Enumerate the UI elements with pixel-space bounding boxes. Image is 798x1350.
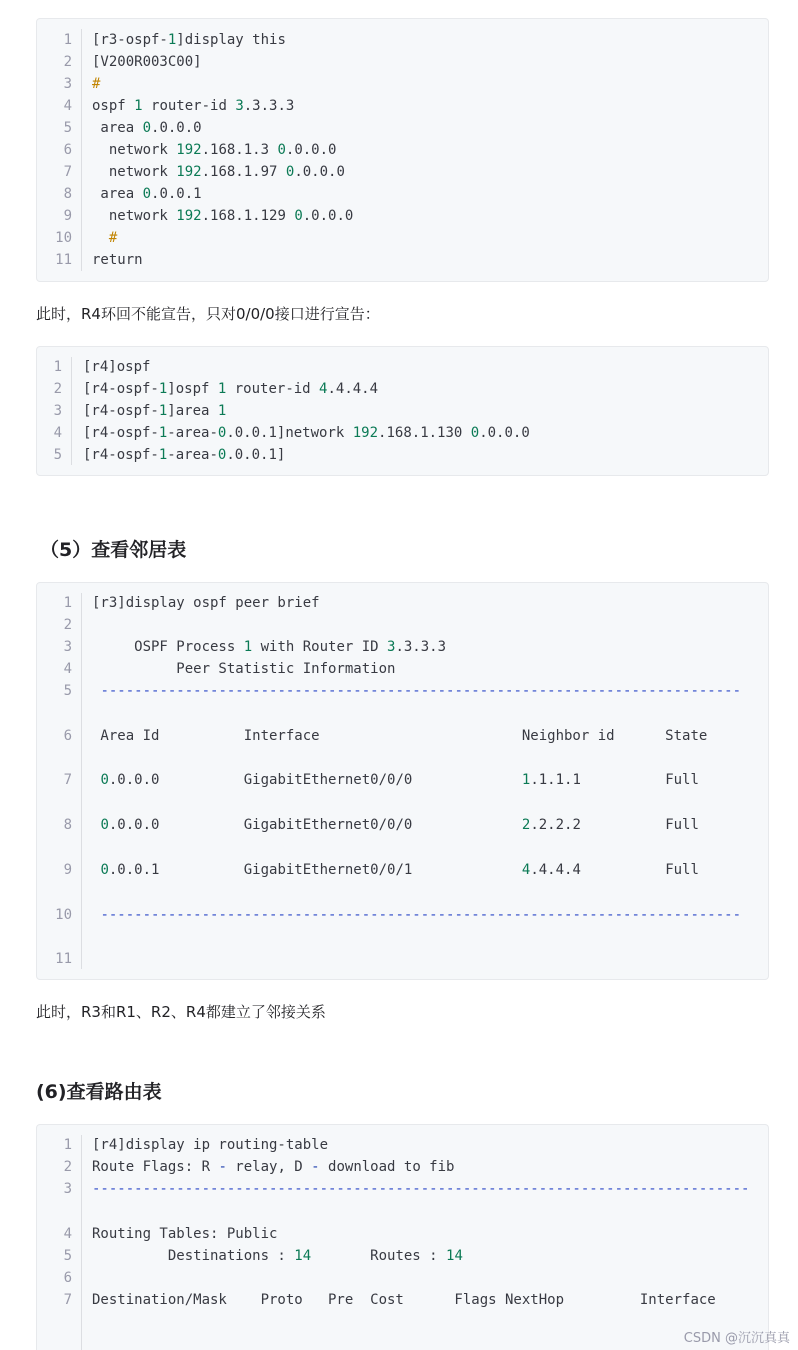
line-number: 7: [63, 772, 72, 788]
line-number: 2: [53, 381, 62, 397]
code-text: 0.0.0.0 GigabitEthernet0/0/0 2.2.2.2 Full: [100, 817, 699, 833]
line-number: 8: [63, 817, 72, 833]
code-text: Peer Statistic Information: [92, 661, 396, 677]
code-line: [37, 1267, 768, 1289]
code-line: [37, 117, 768, 139]
code-line: [37, 680, 768, 725]
code-line: [37, 1156, 768, 1178]
code-line: [37, 139, 768, 161]
code-text: [r3]display ospf peer brief: [92, 595, 320, 611]
code-line: [37, 769, 768, 814]
code-text: OSPF Process 1 with Router ID 3.3.3.3: [92, 639, 447, 655]
code-text: 0.0.0.0 GigabitEthernet0/0/0 1.1.1.1 Full: [100, 772, 699, 788]
code-block-r4-ospf: [36, 346, 769, 476]
code-line: [37, 636, 768, 658]
code-line: [37, 614, 768, 636]
line-number: 5: [53, 447, 62, 463]
line-number: 3: [53, 403, 62, 419]
line-number: 6: [63, 142, 72, 158]
line-number: 7: [63, 1292, 72, 1308]
paragraph-adjacency: 此时，R3和R1、R2、R4都建立了邻接关系: [36, 1003, 326, 1021]
line-number: 2: [63, 54, 72, 70]
code-text: [r4-ospf-1-area-0.0.0.1]: [83, 447, 286, 463]
line-number: 3: [63, 639, 72, 655]
code-line: [37, 249, 768, 271]
code-text: Routing Tables: Public: [92, 1226, 278, 1242]
code-line: [37, 1289, 768, 1311]
line-number: 6: [63, 1270, 72, 1286]
code-line: [37, 400, 768, 422]
line-number: 4: [63, 1226, 72, 1242]
code-text: [V200R003C00]: [92, 54, 202, 70]
line-number: 11: [55, 951, 72, 967]
code-text: Area Id Interface Neighbor id State: [92, 728, 708, 744]
code-line: [37, 73, 768, 95]
heading-peer-table: （5）查看邻居表: [40, 539, 187, 561]
heading-routing-table: (6)查看路由表: [36, 1081, 162, 1103]
line-number: 4: [63, 661, 72, 677]
code-text: [r4]display ip routing-table: [92, 1137, 329, 1153]
code-line: [37, 444, 768, 466]
code-text: Destination/Mask Proto Pre Cost Flags NextHop Interface: [92, 1292, 716, 1308]
code-line: [37, 378, 768, 400]
line-number: 5: [63, 683, 72, 699]
code-line: [37, 948, 768, 970]
line-number: 7: [63, 164, 72, 180]
code-text: #: [92, 230, 118, 246]
code-line: [37, 658, 768, 680]
line-number: 10: [55, 230, 72, 246]
line-number: 9: [63, 208, 72, 224]
code-text: ------------------------------------------------------------------------------: [92, 1181, 750, 1197]
code-text: #: [92, 76, 101, 92]
code-line: [37, 814, 768, 859]
code-line: [37, 227, 768, 249]
code-line: [37, 725, 768, 769]
line-number: 3: [63, 76, 72, 92]
code-line: [37, 161, 768, 183]
code-line: [37, 1245, 768, 1267]
code-text: ----------------------------------------------------------------------------: [92, 907, 742, 923]
line-number: 4: [53, 425, 62, 441]
code-block-peer-brief: [36, 582, 769, 980]
line-number: 8: [63, 186, 72, 202]
code-line: [37, 904, 768, 948]
code-line: [37, 1223, 768, 1245]
line-number: 9: [63, 862, 72, 878]
code-text: [r4-ospf-1-area-0.0.0.1]network 192.168.1.130 0.0.0.0: [83, 425, 530, 441]
code-text: [r4-ospf-1]ospf 1 router-id 4.4.4.4: [83, 381, 379, 397]
watermark: CSDN @沉沉真真: [683, 1331, 790, 1346]
line-number: 2: [63, 617, 72, 633]
code-text: Route Flags: R - relay, D - download to fib: [92, 1159, 455, 1175]
line-number: 5: [63, 1248, 72, 1264]
code-line: [37, 29, 768, 51]
code-text: [r3-ospf-1]display this: [92, 32, 286, 48]
line-number: 10: [55, 907, 72, 923]
line-number: 4: [63, 98, 72, 114]
line-number: 1: [63, 32, 72, 48]
code-line: [37, 1178, 768, 1223]
code-text: area 0.0.0.1: [92, 186, 202, 202]
line-number: 6: [63, 728, 72, 744]
line-number: 1: [63, 1137, 72, 1153]
code-text: Destinations : 14 Routes : 14: [92, 1248, 463, 1264]
line-number: 11: [55, 252, 72, 268]
code-text: [r4-ospf-1]area 1: [83, 403, 227, 419]
code-block-display-this: [36, 18, 769, 282]
code-text: network 192.168.1.129 0.0.0.0: [92, 208, 354, 224]
code-text: ----------------------------------------------------------------------------: [92, 683, 742, 699]
code-block-routing-table: [36, 1124, 769, 1350]
code-text: [r4]ospf: [83, 359, 151, 375]
code-line: [37, 205, 768, 227]
line-number: 1: [53, 359, 62, 375]
code-text: network 192.168.1.97 0.0.0.0: [92, 164, 345, 180]
line-number: 5: [63, 120, 72, 136]
code-text: return: [92, 252, 143, 268]
code-text: area 0.0.0.0: [92, 120, 202, 136]
code-line: [37, 183, 768, 205]
code-line: [37, 51, 768, 73]
line-number: 1: [63, 595, 72, 611]
code-text: ospf 1 router-id 3.3.3.3: [92, 98, 295, 114]
code-line: [37, 1134, 768, 1156]
code-line: [37, 356, 768, 378]
code-line: [37, 422, 768, 444]
code-text: 0.0.0.1 GigabitEthernet0/0/1 4.4.4.4 Full: [100, 862, 699, 878]
paragraph-r4-announce: 此时，R4环回不能宣告，只对0/0/0接口进行宣告：: [36, 305, 380, 323]
code-line: [37, 592, 768, 614]
code-line: [37, 95, 768, 117]
line-number: 3: [63, 1181, 72, 1197]
line-number: 2: [63, 1159, 72, 1175]
code-text: network 192.168.1.3 0.0.0.0: [92, 142, 337, 158]
code-line: [37, 859, 768, 904]
